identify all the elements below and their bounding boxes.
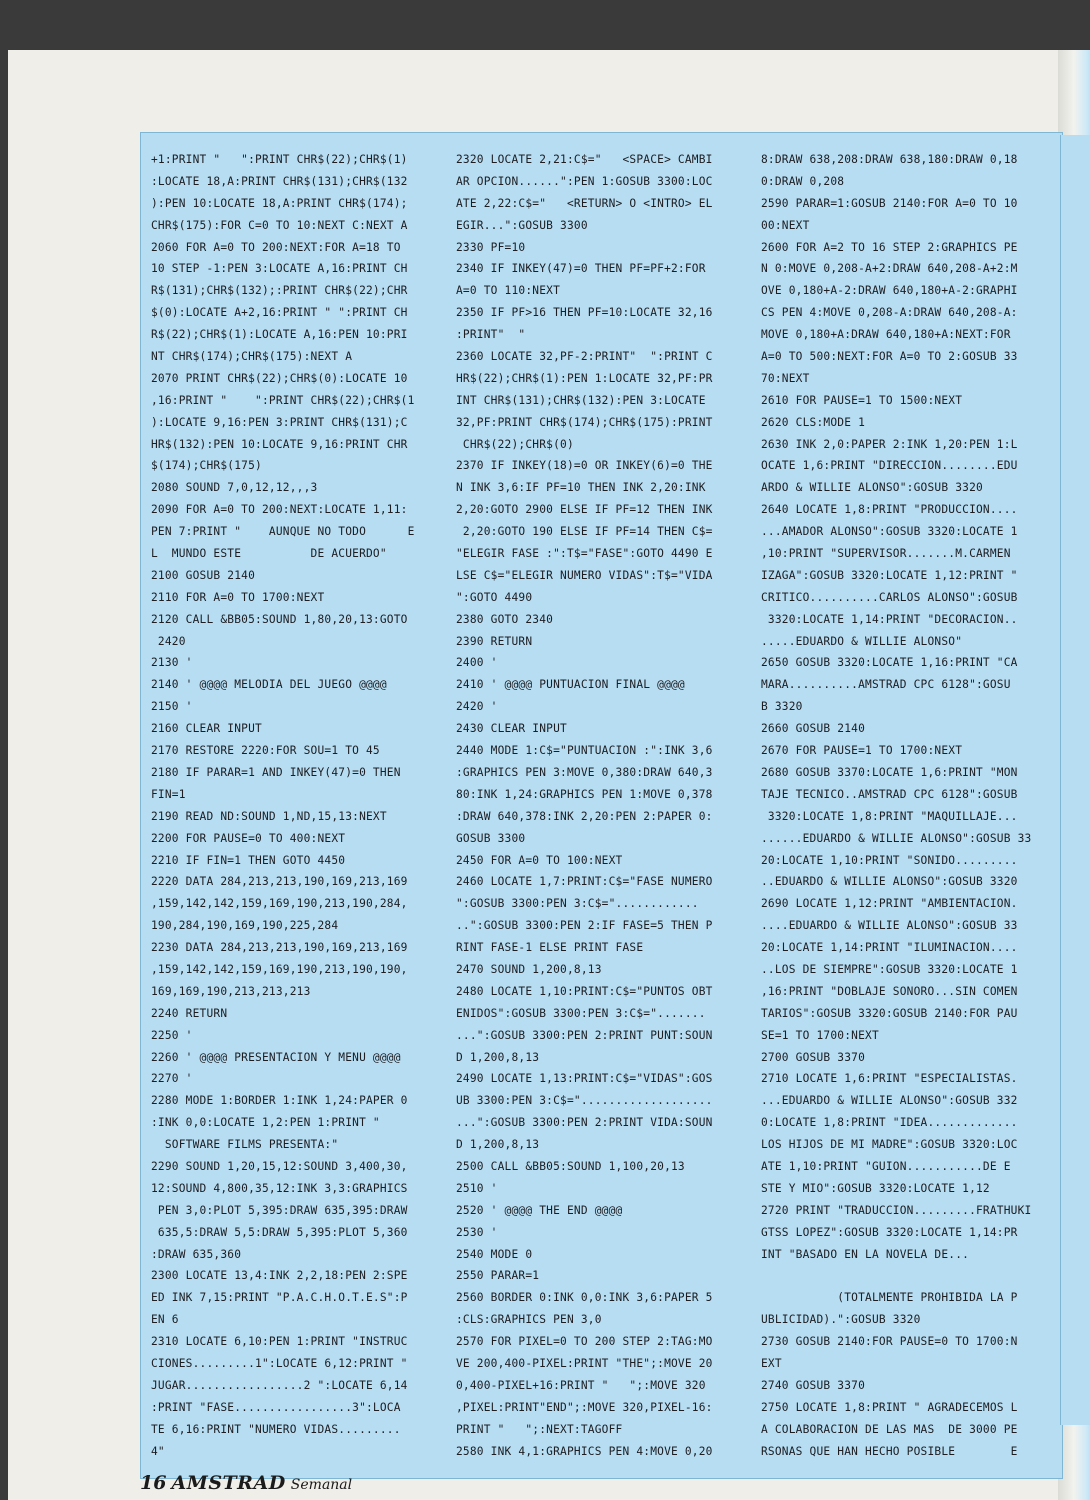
code-line: 2680 GOSUB 3370:LOCATE 1,6:PRINT "MON <box>761 765 1018 779</box>
code-line: SE=1 TO 1700:NEXT <box>761 1028 879 1042</box>
code-line: ,10:PRINT "SUPERVISOR.......M.CARMEN <box>761 547 1011 561</box>
code-line: 2170 RESTORE 2220:FOR SOU=1 TO 45 <box>151 744 380 758</box>
code-line: 2380 GOTO 2340 <box>456 612 554 626</box>
code-line: ,159,142,142,159,169,190,213,190,284, <box>151 897 408 911</box>
code-line: 0:DRAW 0,208 <box>761 174 845 188</box>
code-line: 2130 ' <box>151 656 193 670</box>
code-line: 2560 BORDER 0:INK 0,0:INK 3,6:PAPER 5 <box>456 1291 713 1305</box>
code-line: INT "BASADO EN LA NOVELA DE... <box>761 1247 970 1261</box>
code-line: 2550 PARAR=1 <box>456 1269 540 1283</box>
code-line: 2240 RETURN <box>151 1006 228 1020</box>
code-line: 2260 ' @@@@ PRESENTACION Y MENU @@@@ <box>151 1050 401 1064</box>
code-line: :PRINT" " <box>456 328 526 342</box>
code-line: R$(22);CHR$(1):LOCATE A,16:PEN 10:PRI <box>151 328 408 342</box>
code-line: A COLABORACION DE LAS MAS DE 3000 PE <box>761 1422 1018 1436</box>
code-line: ):LOCATE 9,16:PEN 3:PRINT CHR$(131);C <box>151 415 408 429</box>
code-line: 2340 IF INKEY(47)=0 THEN PF=PF+2:FOR <box>456 262 706 276</box>
code-line: 2450 FOR A=0 TO 100:NEXT <box>456 853 623 867</box>
code-line: 2090 FOR A=0 TO 200:NEXT:LOCATE 1,11: <box>151 503 408 517</box>
code-line: 2410 ' @@@@ PUNTUACION FINAL @@@@ <box>456 678 685 692</box>
code-line: ,PIXEL:PRINT"END";:MOVE 320,PIXEL-16: <box>456 1400 713 1414</box>
code-line: 2730 GOSUB 2140:FOR PAUSE=0 TO 1700:N <box>761 1335 1018 1349</box>
code-line: 2060 FOR A=0 TO 200:NEXT:FOR A=18 TO <box>151 240 401 254</box>
code-line: 2660 GOSUB 2140 <box>761 722 866 736</box>
code-line: D 1,200,8,13 <box>456 1050 540 1064</box>
listing-panel <box>140 132 1063 1479</box>
code-line: ED INK 7,15:PRINT "P.A.C.H.O.T.E.S":P <box>151 1291 408 1305</box>
code-line: 2510 ' <box>456 1181 498 1195</box>
code-line: :CLS:GRAPHICS PEN 3,0 <box>456 1313 602 1327</box>
code-line: 20:LOCATE 1,14:PRINT "ILUMINACION.... <box>761 941 1018 955</box>
code-line: 8:DRAW 638,208:DRAW 638,180:DRAW 0,18 <box>761 153 1018 166</box>
code-line: 2690 LOCATE 1,12:PRINT "AMBIENTACION. <box>761 897 1018 911</box>
code-line: ":GOSUB 3300:PEN 3:C$="............ <box>456 897 699 911</box>
code-line: PRINT " ";:NEXT:TAGOFF <box>456 1422 623 1436</box>
code-line: ,159,142,142,159,169,190,213,190,190, <box>151 962 408 976</box>
code-line: CHR$(175):FOR C=0 TO 10:NEXT C:NEXT A <box>151 218 408 232</box>
code-line: ...AMADOR ALONSO":GOSUB 3320:LOCATE 1 <box>761 525 1018 539</box>
code-line: EXT <box>761 1356 782 1370</box>
code-line: 3320:LOCATE 1,14:PRINT "DECORACION.. <box>761 612 1018 626</box>
code-line: LSE C$="ELEGIR NUMERO VIDAS":T$="VIDA <box>456 568 713 582</box>
code-line: ...EDUARDO & WILLIE ALONSO":GOSUB 332 <box>761 1094 1018 1108</box>
code-line: 2230 DATA 284,213,213,190,169,213,169 <box>151 941 408 955</box>
code-line: 2320 LOCATE 2,21:C$=" <SPACE> CAMBI <box>456 153 713 166</box>
code-line: D 1,200,8,13 <box>456 1138 540 1152</box>
code-line: R$(131);CHR$(132);:PRINT CHR$(22);CHR <box>151 284 408 298</box>
code-line: :DRAW 635,360 <box>151 1247 242 1261</box>
code-line: 2470 SOUND 1,200,8,13 <box>456 962 602 976</box>
code-line: 2440 MODE 1:C$="PUNTUACION :":INK 3,6 <box>456 744 713 758</box>
code-line: IZAGA":GOSUB 3320:LOCATE 1,12:PRINT " <box>761 568 1018 582</box>
code-line: GTSS LOPEZ":GOSUB 3320:LOCATE 1,14:PR <box>761 1225 1018 1239</box>
code-line: 2210 IF FIN=1 THEN GOTO 4450 <box>151 853 346 867</box>
code-line: MARA..........AMSTRAD CPC 6128":GOSU <box>761 678 1011 692</box>
code-line: $(174);CHR$(175) <box>151 459 262 473</box>
code-line: B 3320 <box>761 700 803 714</box>
code-line: 2250 ' <box>151 1028 193 1042</box>
code-line: 2750 LOCATE 1,8:PRINT " AGRADECEMOS L <box>761 1400 1018 1414</box>
code-line: "ELEGIR FASE :":T$="FASE":GOTO 4490 E <box>456 547 713 561</box>
code-line: ENIDOS":GOSUB 3300:PEN 3:C$="....... <box>456 1006 706 1020</box>
code-line: 2600 FOR A=2 TO 16 STEP 2:GRAPHICS PE <box>761 240 1018 254</box>
code-line: TE 6,16:PRINT "NUMERO VIDAS......... <box>151 1422 401 1436</box>
code-line: 2,20:GOTO 2900 ELSE IF PF=12 THEN INK <box>456 503 713 517</box>
code-line: INT CHR$(131);CHR$(132):PEN 3:LOCATE <box>456 393 706 407</box>
code-line: CS PEN 4:MOVE 0,208-A:DRAW 640,208-A: <box>761 306 1018 320</box>
code-line: 2590 PARAR=1:GOSUB 2140:FOR A=0 TO 10 <box>761 196 1018 210</box>
code-line: HR$(22);CHR$(1):PEN 1:LOCATE 32,PF:PR <box>456 371 713 385</box>
code-line: ....EDUARDO & WILLIE ALONSO":GOSUB 33 <box>761 919 1018 933</box>
code-line: 2180 IF PARAR=1 AND INKEY(47)=0 THEN <box>151 765 401 779</box>
code-line: ..":GOSUB 3300:PEN 2:IF FASE=5 THEN P <box>456 919 713 933</box>
code-line: PEN 7:PRINT " AUNQUE NO TODO E <box>151 525 415 539</box>
code-line: A=0 TO 500:NEXT:FOR A=0 TO 2:GOSUB 33 <box>761 350 1018 364</box>
code-line: 2140 ' @@@@ MELODIA DEL JUEGO @@@@ <box>151 678 387 692</box>
code-line: HR$(132):PEN 10:LOCATE 9,16:PRINT CHR <box>151 437 408 451</box>
code-line: 2620 CLS:MODE 1 <box>761 415 866 429</box>
code-line: 3320:LOCATE 1,8:PRINT "MAQUILLAJE... <box>761 809 1018 823</box>
code-line: $(0):LOCATE A+2,16:PRINT " ":PRINT CH <box>151 306 408 320</box>
code-line: 2610 FOR PAUSE=1 TO 1500:NEXT <box>761 393 963 407</box>
code-line: AR OPCION......":PEN 1:GOSUB 3300:LOC <box>456 174 713 188</box>
code-line: 2360 LOCATE 32,PF-2:PRINT" ":PRINT C <box>456 350 713 364</box>
code-line: 2200 FOR PAUSE=0 TO 400:NEXT <box>151 831 346 845</box>
magazine-title: AMSTRAD <box>171 1472 286 1494</box>
code-line: L MUNDO ESTE DE ACUERDO" <box>151 547 387 561</box>
code-line: PEN 3,0:PLOT 5,395:DRAW 635,395:DRAW <box>151 1203 408 1217</box>
code-line: CIONES.........1":LOCATE 6,12:PRINT " <box>151 1356 408 1370</box>
code-line: VE 200,400-PIXEL:PRINT "THE";:MOVE 20 <box>456 1356 713 1370</box>
code-line: UB 3300:PEN 3:C$="................... <box>456 1094 713 1108</box>
code-line: :DRAW 640,378:INK 2,20:PEN 2:PAPER 0: <box>456 809 713 823</box>
code-line: 2330 PF=10 <box>456 240 526 254</box>
code-line: ...":GOSUB 3300:PEN 2:PRINT PUNT:SOUN <box>456 1028 713 1042</box>
code-line: NT CHR$(174);CHR$(175):NEXT A <box>151 350 353 364</box>
code-line: 2290 SOUND 1,20,15,12:SOUND 3,400,30, <box>151 1159 408 1173</box>
code-line: TARIOS":GOSUB 3320:GOSUB 2140:FOR PAU <box>761 1006 1018 1020</box>
code-line: 2530 ' <box>456 1225 498 1239</box>
code-line: 10 STEP -1:PEN 3:LOCATE A,16:PRINT CH <box>151 262 408 276</box>
code-line: 20:LOCATE 1,10:PRINT "SONIDO......... <box>761 853 1018 867</box>
code-line: TAJE TECNICO..AMSTRAD CPC 6128":GOSUB <box>761 787 1018 801</box>
code-line: :INK 0,0:LOCATE 1,2:PEN 1:PRINT " <box>151 1116 380 1130</box>
code-line <box>761 1265 1040 1287</box>
code-line: 190,284,190,169,190,225,284 <box>151 919 339 933</box>
next-page-edge <box>1060 135 1090 1425</box>
code-line: 2490 LOCATE 1,13:PRINT:C$="VIDAS":GOS <box>456 1072 713 1086</box>
code-line: 2650 GOSUB 3320:LOCATE 1,16:PRINT "CA <box>761 656 1018 670</box>
code-line: GOSUB 3300 <box>456 831 526 845</box>
page-number: 16 <box>140 1472 167 1494</box>
listing-column-1 <box>141 133 436 1478</box>
code-line: STE Y MIO":GOSUB 3320:LOCATE 1,12 <box>761 1181 990 1195</box>
code-line: 12:SOUND 4,800,35,12:INK 3,3:GRAPHICS <box>151 1181 408 1195</box>
code-line: ARDO & WILLIE ALONSO":GOSUB 3320 <box>761 481 983 495</box>
code-line: A=0 TO 110:NEXT <box>456 284 561 298</box>
code-line: ATE 2,22:C$=" <RETURN> O <INTRO> EL <box>456 196 713 210</box>
code-line: 2080 SOUND 7,0,12,12,,,3 <box>151 481 318 495</box>
code-line: 2520 ' @@@@ THE END @@@@ <box>456 1203 623 1217</box>
code-line: ATE 1,10:PRINT "GUION...........DE E <box>761 1159 1011 1173</box>
code-line: EGIR...":GOSUB 3300 <box>456 218 588 232</box>
code-line: FIN=1 <box>151 787 186 801</box>
code-line: 2280 MODE 1:BORDER 1:INK 1,24:PAPER 0 <box>151 1094 408 1108</box>
code-line: 2720 PRINT "TRADUCCION.........FRATHUKI <box>761 1203 1032 1217</box>
code-line: 2370 IF INKEY(18)=0 OR INKEY(6)=0 THE <box>456 459 713 473</box>
code-line: 2740 GOSUB 3370 <box>761 1378 866 1392</box>
listing-column-3 <box>751 133 1046 1478</box>
code-line: OCATE 1,6:PRINT "DIRECCION........EDU <box>761 459 1018 473</box>
code-line: 2100 GOSUB 2140 <box>151 568 256 582</box>
code-line: 2150 ' <box>151 700 193 714</box>
code-line: 2710 LOCATE 1,6:PRINT "ESPECIALISTAS. <box>761 1072 1018 1086</box>
code-line: OVE 0,180+A-2:DRAW 640,180+A-2:GRAPHI <box>761 284 1018 298</box>
code-line: 2630 INK 2,0:PAPER 2:INK 1,20:PEN 1:L <box>761 437 1018 451</box>
code-line: EN 6 <box>151 1313 179 1327</box>
code-line: 2420 <box>151 634 186 648</box>
code-line: 32,PF:PRINT CHR$(174);CHR$(175):PRINT <box>456 415 713 429</box>
code-line: 2120 CALL &BB05:SOUND 1,80,20,13:GOTO <box>151 612 408 626</box>
code-line: 2480 LOCATE 1,10:PRINT:C$="PUNTOS OBT <box>456 984 713 998</box>
code-line: 2,20:GOTO 190 ELSE IF PF=14 THEN C$= <box>456 525 713 539</box>
code-line: UBLICIDAD).":GOSUB 3320 <box>761 1313 921 1327</box>
code-line: JUGAR.................2 ":LOCATE 6,14 <box>151 1378 408 1392</box>
code-line: 2500 CALL &BB05:SOUND 1,100,20,13 <box>456 1159 685 1173</box>
code-line: 2640 LOCATE 1,8:PRINT "PRODUCCION.... <box>761 503 1018 517</box>
code-line: 2570 FOR PIXEL=0 TO 200 STEP 2:TAG:MO <box>456 1335 713 1349</box>
code-line: CHR$(22);CHR$(0) <box>456 437 574 451</box>
code-line: ":GOTO 4490 <box>456 590 533 604</box>
listing-column-2 <box>446 133 741 1478</box>
code-line: :LOCATE 18,A:PRINT CHR$(131);CHR$(132 <box>151 174 408 188</box>
code-line: ...":GOSUB 3300:PEN 2:PRINT VIDA:SOUN <box>456 1116 713 1130</box>
code-line: 169,169,190,213,213,213 <box>151 984 311 998</box>
magazine-section: Semanal <box>290 1477 353 1493</box>
code-line: 0,400-PIXEL+16:PRINT " ";:MOVE 320 <box>456 1378 706 1392</box>
code-line: ):PEN 10:LOCATE 18,A:PRINT CHR$(174); <box>151 196 408 210</box>
code-line: 2580 INK 4,1:GRAPHICS PEN 4:MOVE 0,20 <box>456 1444 713 1458</box>
code-line: CRITICO..........CARLOS ALONSO":GOSUB <box>761 590 1018 604</box>
code-line: 2220 DATA 284,213,213,190,169,213,169 <box>151 875 408 889</box>
code-line: 80:INK 1,24:GRAPHICS PEN 1:MOVE 0,378 <box>456 787 713 801</box>
code-line: N 0:MOVE 0,208-A+2:DRAW 640,208-A+2:M <box>761 262 1018 276</box>
code-line: SOFTWARE FILMS PRESENTA:" <box>151 1138 339 1152</box>
code-line: (TOTALMENTE PROHIBIDA LA P <box>761 1291 1018 1305</box>
code-line: ..LOS DE SIEMPRE":GOSUB 3320:LOCATE 1 <box>761 962 1018 976</box>
code-line: 4" <box>151 1444 165 1458</box>
code-line: 2160 CLEAR INPUT <box>151 722 262 736</box>
code-line: 2700 GOSUB 3370 <box>761 1050 866 1064</box>
code-line: 2350 IF PF>16 THEN PF=10:LOCATE 32,16 <box>456 306 713 320</box>
code-line: N INK 3,6:IF PF=10 THEN INK 2,20:INK <box>456 481 706 495</box>
code-line: .....EDUARDO & WILLIE ALONSO" <box>761 634 963 648</box>
code-line: MOVE 0,180+A:DRAW 640,180+A:NEXT:FOR <box>761 328 1011 342</box>
code-line: 2310 LOCATE 6,10:PEN 1:PRINT "INSTRUC <box>151 1335 408 1349</box>
code-line: 2420 ' <box>456 700 498 714</box>
code-line: ..EDUARDO & WILLIE ALONSO":GOSUB 3320 <box>761 875 1018 889</box>
code-line: 2540 MODE 0 <box>456 1247 533 1261</box>
code-line: 2430 CLEAR INPUT <box>456 722 567 736</box>
code-line: 00:NEXT <box>761 218 810 232</box>
code-line: 2460 LOCATE 1,7:PRINT:C$="FASE NUMERO <box>456 875 713 889</box>
code-line: 2190 READ ND:SOUND 1,ND,15,13:NEXT <box>151 809 387 823</box>
code-line: ......EDUARDO & WILLIE ALONSO":GOSUB 33 <box>761 831 1032 845</box>
code-line: RSONAS QUE HAN HECHO POSIBLE E <box>761 1444 1018 1458</box>
code-line: :GRAPHICS PEN 3:MOVE 0,380:DRAW 640,3 <box>456 765 713 779</box>
code-line: ,16:PRINT " ":PRINT CHR$(22);CHR$(1 <box>151 393 415 407</box>
code-line: 2110 FOR A=0 TO 1700:NEXT <box>151 590 325 604</box>
code-line: 2270 ' <box>151 1072 193 1086</box>
code-line: :PRINT "FASE.................3":LOCA <box>151 1400 401 1414</box>
code-line: 70:NEXT <box>761 371 810 385</box>
code-line: 2390 RETURN <box>456 634 533 648</box>
page-footer <box>140 1472 352 1494</box>
magazine-page <box>8 50 1090 1500</box>
code-line: RINT FASE-1 ELSE PRINT FASE <box>456 941 644 955</box>
code-line: 2670 FOR PAUSE=1 TO 1700:NEXT <box>761 744 963 758</box>
code-line: 2300 LOCATE 13,4:INK 2,2,18:PEN 2:SPE <box>151 1269 408 1283</box>
code-line: 2070 PRINT CHR$(22);CHR$(0):LOCATE 10 <box>151 371 408 385</box>
code-line: 635,5:DRAW 5,5:DRAW 5,395:PLOT 5,360 <box>151 1225 408 1239</box>
code-line: ,16:PRINT "DOBLAJE SONORO...SIN COMEN <box>761 984 1018 998</box>
code-line: 0:LOCATE 1,8:PRINT "IDEA............. <box>761 1116 1018 1130</box>
code-line: +1:PRINT " ":PRINT CHR$(22);CHR$(1) <box>151 153 408 166</box>
code-line: 2400 ' <box>456 656 498 670</box>
code-line: LOS HIJOS DE MI MADRE":GOSUB 3320:LOC <box>761 1138 1018 1152</box>
